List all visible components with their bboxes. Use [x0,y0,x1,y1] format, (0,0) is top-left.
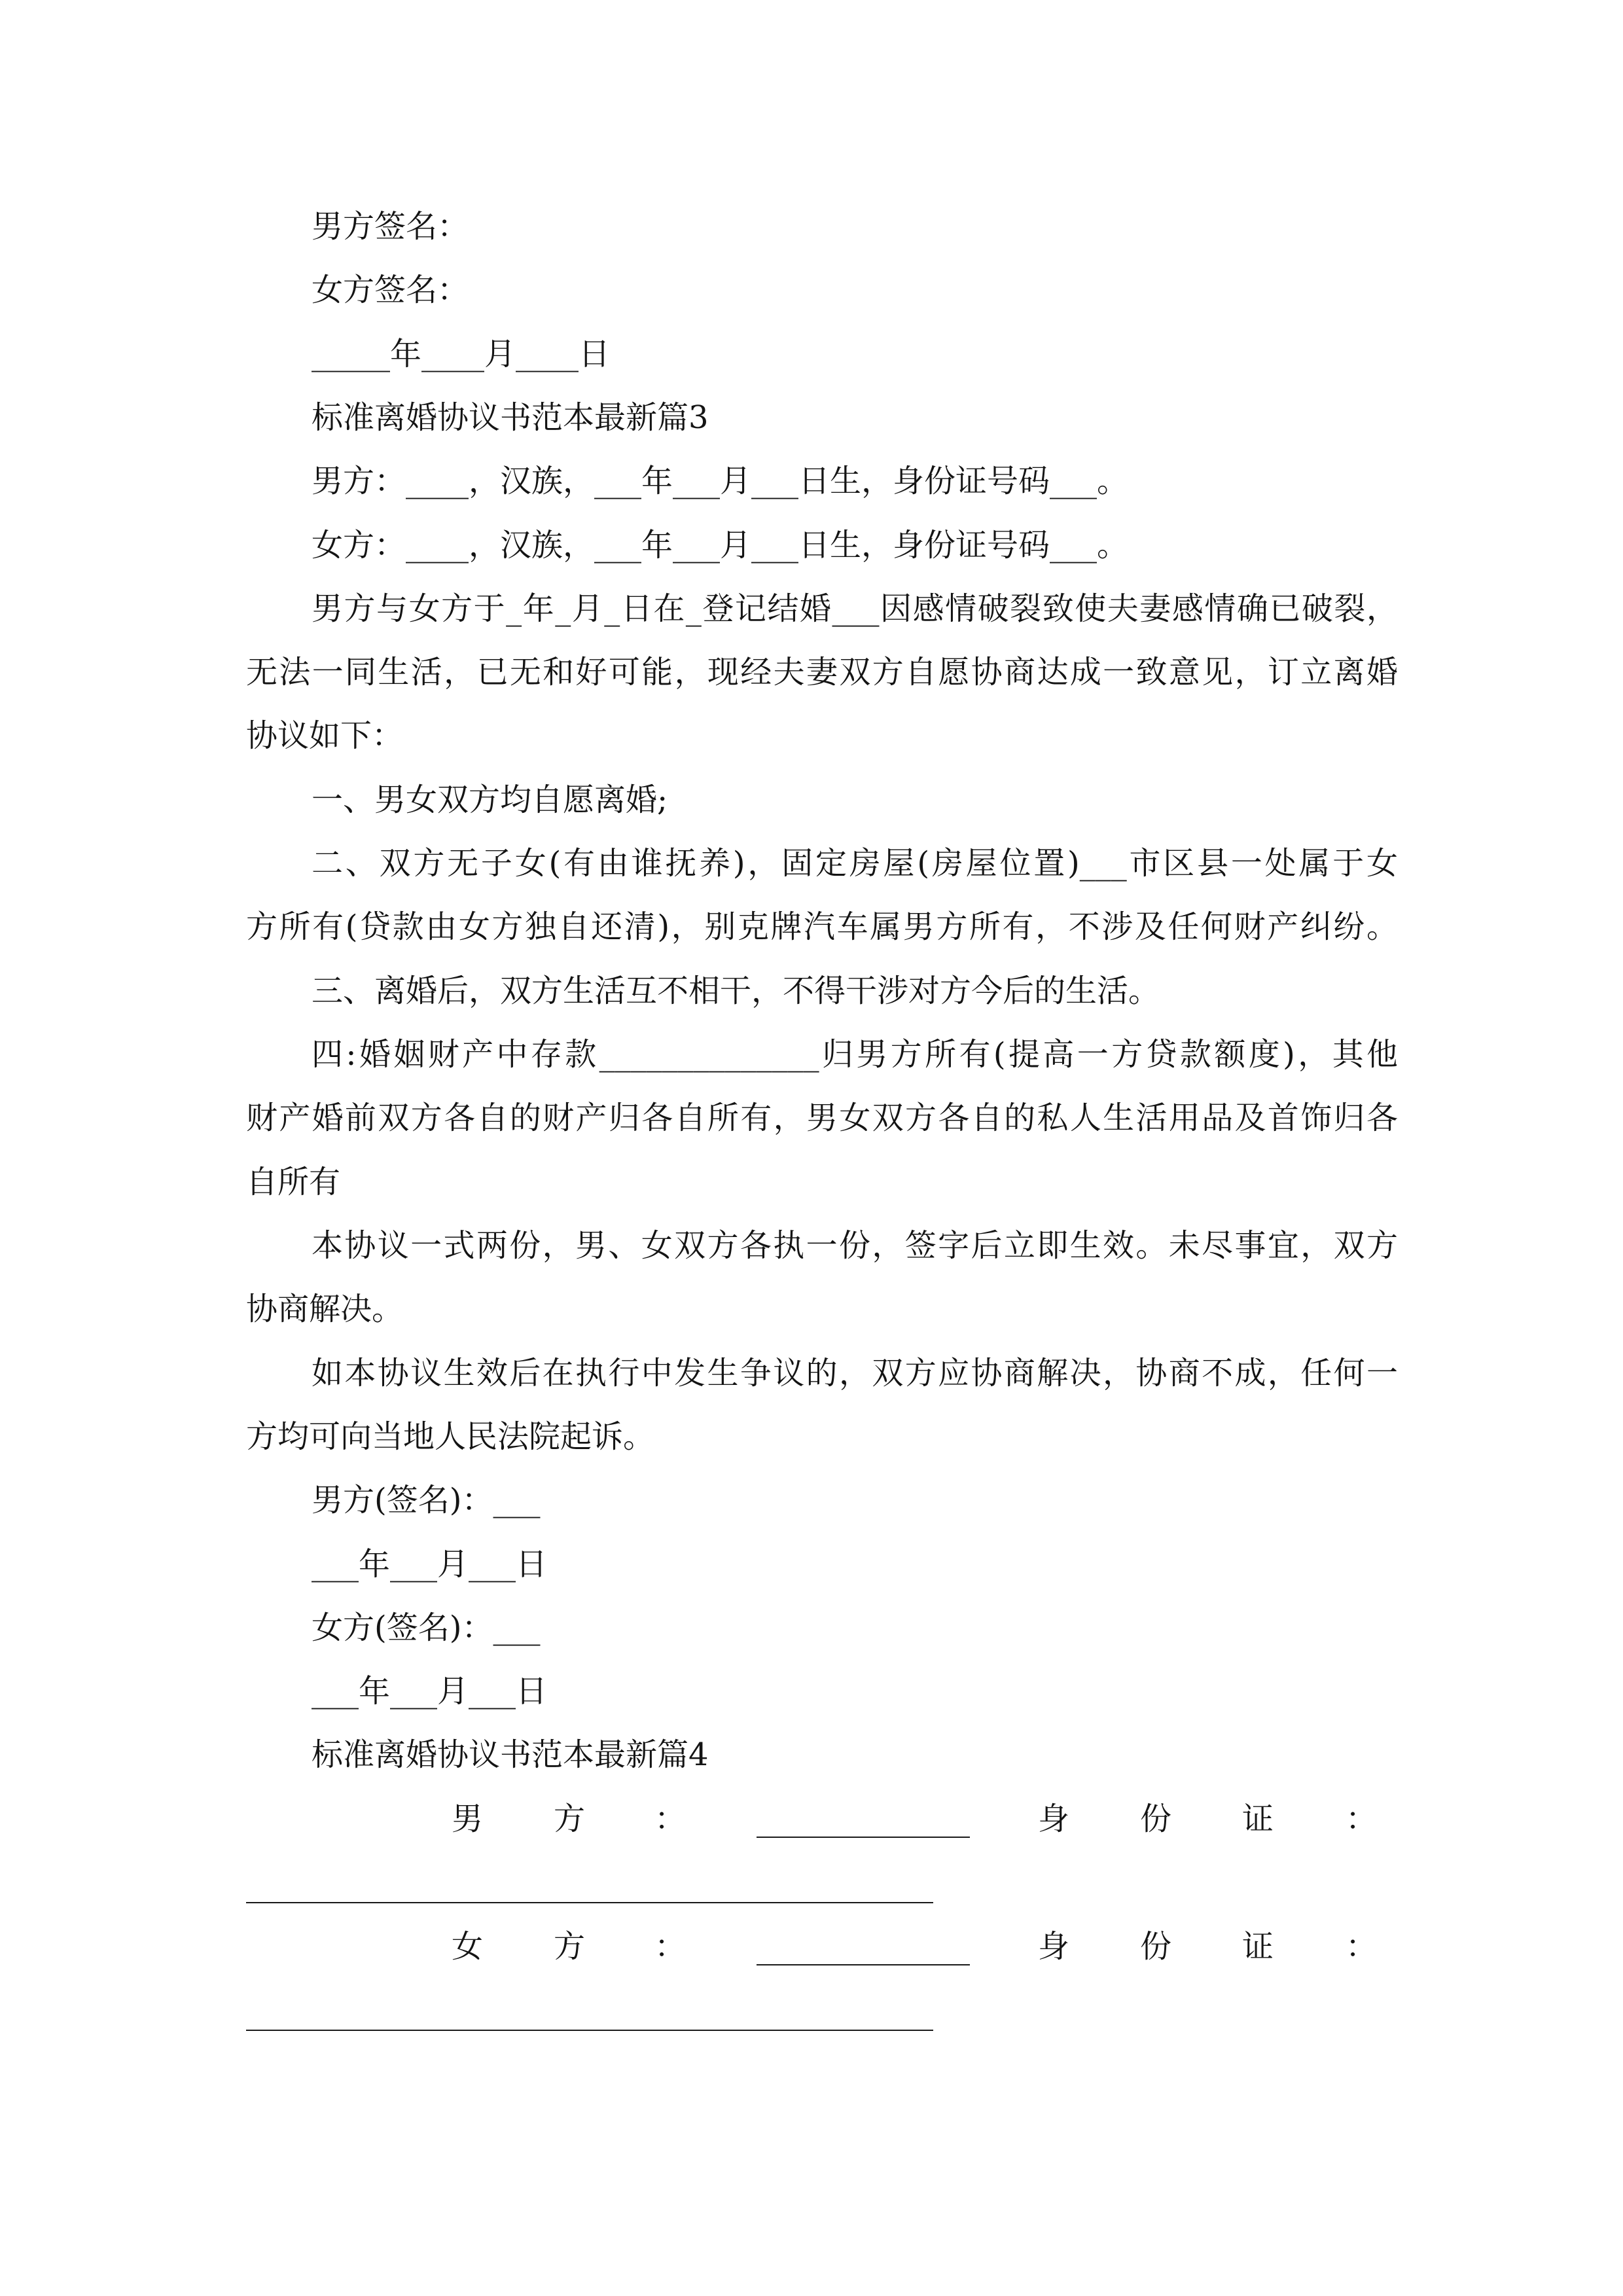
male-signature-label: 男方签名： [312,208,469,245]
id-colon: ： [1346,1928,1378,1965]
intro-line-2: 无法一同生活，已无和好可能，现经夫妻双方自愿协商达成一致意见，订立离婚 [246,654,1398,691]
clause-2-line-2: 方所有(贷款由女方独自还清)，别克牌汽车属男方所有，不涉及任何财产纠纷。 [246,908,1398,945]
signature-date-line: _____年____月____日 [312,336,611,372]
id-label-char-1: 身 [1038,1928,1070,1965]
intro-line-1: 男方与女方于_年_月_日在_登记结婚___因感情破裂致使夫妻感情确已破裂， [312,590,1398,627]
male-signature-date: ___年___月___日 [312,1546,548,1583]
dispute-line-1: 如本协议生效后在执行中发生争议的，双方应协商解决，协商不成，任何一 [312,1355,1398,1391]
section4-heading: 标准离婚协议书范本最新篇4 [312,1736,709,1773]
clause-4-line-1: 四:婚姻财产中存款______________归男方所有(提高一方贷款额度)，其他 [312,1036,1398,1073]
male-signature-field: 男方(签名)：___ [312,1482,541,1518]
female-name-blank [757,1964,970,1965]
male-colon: ： [654,1801,687,1837]
id-label-char-1: 身 [1038,1801,1070,1837]
male-id-blank [246,1902,933,1903]
id-label-char-3: 证 [1242,1928,1274,1965]
clause-2-line-1: 二、双方无子女(有由谁抚养)，固定房屋(房屋位置)___市区县一处属于女 [312,845,1398,882]
male-label-char-2: 方 [554,1801,586,1837]
female-signature-field: 女方(签名)：___ [312,1609,541,1646]
female-label-char-1: 女 [452,1928,484,1965]
male-name-blank [757,1837,970,1838]
female-colon: ： [654,1928,687,1965]
section3-male-info: 男方：____，汉族，___年___月___日生，身份证号码___。 [312,463,1129,499]
clause-1: 一、男女双方均自愿离婚; [312,781,668,818]
section3-female-info: 女方：____，汉族，___年___月___日生，身份证号码___。 [312,527,1129,564]
female-label-char-2: 方 [554,1928,586,1965]
copies-line-1: 本协议一式两份，男、女双方各执一份，签字后立即生效。未尽事宜，双方 [312,1227,1398,1264]
dispute-line-2: 方均可向当地人民法院起诉。 [246,1418,655,1455]
female-id-blank [246,2030,933,2031]
female-signature-label: 女方签名： [312,272,469,308]
id-label-char-2: 份 [1140,1928,1172,1965]
male-label-char-1: 男 [452,1801,484,1837]
clause-3: 三、离婚后，双方生活互不相干，不得干涉对方今后的生活。 [312,973,1160,1009]
copies-line-2: 协商解决。 [246,1291,404,1327]
female-id-row [246,1925,1398,1968]
female-signature-date: ___年___月___日 [312,1673,548,1710]
clause-4-line-3: 自所有 [246,1164,341,1200]
clause-4-line-2: 财产婚前双方各自的财产归各自所有，男女双方各自的私人生活用品及首饰归各 [246,1100,1398,1136]
male-id-row [246,1797,1398,1840]
intro-line-3: 协议如下： [246,717,404,754]
id-label-char-2: 份 [1140,1801,1172,1837]
id-label-char-3: 证 [1242,1801,1274,1837]
section3-heading: 标准离婚协议书范本最新篇3 [312,399,709,436]
id-colon: ： [1346,1801,1378,1837]
